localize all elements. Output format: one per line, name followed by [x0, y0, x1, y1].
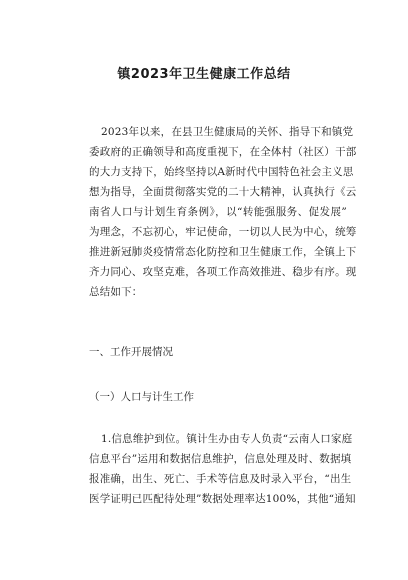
- section-heading: 一、工作开展情况: [89, 346, 173, 358]
- paragraph-line: 想为指导，全面贯彻落实党的二十大精神，认真执行《云: [89, 186, 357, 198]
- paragraph-line: 为理念，不忘初心，牢记使命，一切以人民为中心，统筹: [89, 226, 357, 238]
- paragraph-line: 推进新冠肺炎疫情常态化防控和卫生健康工作，全镇上下: [89, 246, 357, 258]
- paragraph-line: 2023年以来，在县卫生健康局的关怀、指导下和镇党: [101, 126, 354, 138]
- paragraph-line: 齐力同心、攻坚克难，各项工作高效推进、稳步有序。现: [89, 266, 357, 278]
- paragraph-line: 总结如下：: [89, 286, 143, 298]
- paragraph-line: 医学证明已匹配待处理”数据处理率达100%，其他“通知: [89, 493, 356, 505]
- paragraph-line: 报准确，出生、死亡、手术等信息及时录入平台，“出生: [89, 473, 352, 485]
- paragraph-line: 委政府的正确领导和高度重视下，在全体村（社区）干部: [89, 146, 357, 158]
- paragraph-line: 南省人口与计划生育条例》，以“转能强服务、促发展”: [89, 206, 347, 218]
- paragraph-line: 的大力支持下，始终坚持以A新时代中国特色社会主义思: [89, 166, 354, 178]
- document-title: 镇2023年卫生健康工作总结: [117, 67, 291, 82]
- paragraph-line: 1.信息维护到位。镇计生办由专人负责“云南人口家庭: [101, 433, 353, 445]
- paragraph-line: 信息平台”运用和数据信息维护，信息处理及时、数据填: [89, 453, 352, 465]
- subsection-heading: （一）人口与计生工作: [89, 391, 194, 403]
